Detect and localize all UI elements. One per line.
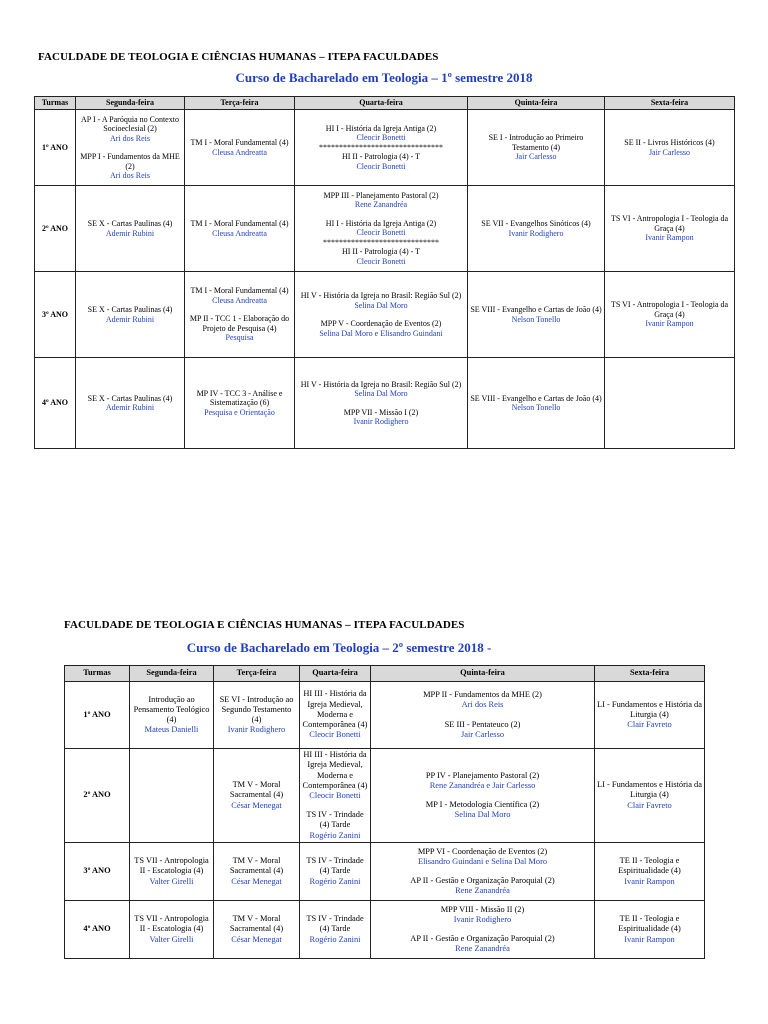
cell-terca bbox=[214, 901, 300, 959]
row-turma: 2º ANO bbox=[65, 749, 130, 843]
course-title-2: Curso de Bacharelado em Teologia – 2º semestre 2018 - bbox=[186, 640, 492, 655]
header-sexta: Sexta-feira bbox=[605, 97, 735, 110]
teacher-name: Mateus Danielli bbox=[144, 725, 199, 735]
cell-quarta bbox=[295, 186, 468, 272]
institution-title-1: FACULDADE DE TEOLOGIA E CIÊNCIAS HUMANAS – ITEPA FACULDADES bbox=[38, 51, 439, 63]
teacher-name: Valter Girelli bbox=[149, 876, 194, 886]
teacher-name: Cleusa Andreatta bbox=[212, 228, 267, 238]
course-subject: TE II - Teologia e Espiritualidade (4) bbox=[618, 856, 681, 876]
course-subject: TS VII - Antropologia II - Escatologia (4) bbox=[134, 914, 209, 934]
cell-terca bbox=[185, 358, 295, 449]
teacher-name: Clair Favreto bbox=[627, 800, 672, 810]
cell-segunda bbox=[76, 186, 185, 272]
course-subject: SE X - Cartas Paulinas (4) bbox=[87, 393, 173, 403]
cell-segunda bbox=[76, 272, 185, 358]
teacher-name: Selina Dal Moro e Elisandro Guindani bbox=[319, 328, 443, 338]
course-subject: TS VI - Antropologia I - Teologia da Graça (4) bbox=[610, 214, 729, 233]
course-title-1: Curso de Bacharelado em Teologia – 1º semestre 2018 bbox=[235, 70, 533, 85]
cell-segunda bbox=[76, 358, 185, 449]
course-subject: HI II - Patrologia (4) - T bbox=[341, 247, 421, 257]
cell-quarta bbox=[295, 358, 468, 449]
teacher-name: Cleocir Bonetti bbox=[356, 133, 406, 143]
course-subject: HI I - História da Igreja Antiga (2) bbox=[325, 218, 437, 228]
teacher-name: Ivanir Rodighero bbox=[353, 417, 409, 426]
separator: ***************************** bbox=[323, 237, 439, 247]
header-quinta: Quinta-feira bbox=[468, 97, 605, 110]
header-turmas: Turmas bbox=[35, 97, 76, 110]
teacher-name: Rene Zanandréa bbox=[455, 944, 510, 954]
teacher-name: Ademir Rubini bbox=[105, 403, 155, 412]
teacher-name: Selina Dal Moro bbox=[354, 300, 408, 310]
cell-sexta bbox=[605, 186, 735, 272]
table-row bbox=[35, 186, 735, 272]
cell-quinta bbox=[468, 110, 605, 186]
schedule-table-semester-2 bbox=[64, 665, 705, 959]
cell-quinta bbox=[371, 749, 595, 843]
course-subject: SE VII - Evangelhos Sinóticos (4) bbox=[481, 219, 591, 228]
course-subject: SE VI - Introdução ao Segundo Testamento (4) bbox=[219, 694, 294, 724]
row-turma: 1º ANO bbox=[65, 682, 130, 749]
course-subject: MP I - Metodologia Científica (2) bbox=[425, 800, 540, 809]
header-quarta: Quarta-feira bbox=[295, 97, 468, 110]
course-subject: SE X - Cartas Paulinas (4) bbox=[87, 219, 173, 228]
teacher-name: Cleocir Bonetti bbox=[356, 256, 406, 266]
teacher-name: Ademir Rubini bbox=[105, 228, 155, 238]
course-subject: AP I - A Paróquia no Contexto Socioeclesial (2) bbox=[81, 114, 179, 133]
cell-segunda bbox=[130, 682, 214, 749]
cell-segunda bbox=[130, 901, 214, 959]
course-subject: TM I - Moral Fundamental (4) bbox=[190, 286, 289, 296]
header-terca: Terça-feira bbox=[185, 97, 295, 110]
row-turma: 1º ANO bbox=[35, 110, 76, 186]
table-row bbox=[65, 749, 705, 843]
teacher-name: Cleocir Bonetti bbox=[309, 791, 361, 800]
teacher-name: Rene Zanandréa e Jair Carlesso bbox=[429, 780, 536, 790]
cell-segunda bbox=[130, 843, 214, 901]
table-row bbox=[35, 272, 735, 358]
cell-quarta bbox=[300, 749, 371, 843]
course-subject: TS IV - Trindade (4) Tarde bbox=[306, 914, 364, 934]
course-subject: TE II - Teologia e Espiritualidade (4) bbox=[618, 914, 681, 934]
cell-terca bbox=[185, 110, 295, 186]
course-subject: TS IV - Trindade (4) Tarde bbox=[306, 810, 364, 830]
course-subject: HI V - História da Igreja no Brasil: Região Sul (2) bbox=[300, 379, 462, 389]
row-turma: 4º ANO bbox=[35, 358, 76, 449]
teacher-name: Ademir Rubini bbox=[105, 314, 155, 324]
course-subject: HI III - História da Igreja Medieval, Moderna e Contemporânea (4) bbox=[302, 750, 368, 790]
teacher-name: Selina Dal Moro bbox=[354, 389, 408, 398]
teacher-name: César Menegat bbox=[231, 934, 282, 944]
teacher-name: Jair Carlesso bbox=[648, 147, 691, 157]
cell-quinta bbox=[468, 186, 605, 272]
cell-terca bbox=[214, 843, 300, 901]
header-quinta: Quinta-feira bbox=[371, 666, 595, 682]
teacher-name: Rogério Zanini bbox=[309, 934, 361, 944]
course-subject: HI III - História da Igreja Medieval, Moderna e Contemporânea (4) bbox=[302, 689, 368, 730]
teacher-name: Jair Carlesso bbox=[460, 729, 505, 739]
teacher-name: Rogério Zanini bbox=[309, 876, 361, 886]
cell-sexta bbox=[595, 901, 705, 959]
course-subject: MP IV - TCC 3 - Análise e Sistematização (6) bbox=[196, 388, 283, 408]
course-subject: LI - Fundamentos e História da Liturgia (4) bbox=[597, 780, 702, 800]
teacher-name: Ivanir Rodighero bbox=[227, 725, 286, 735]
course-subject: MPP VI - Coordenação de Eventos (2) bbox=[417, 846, 548, 856]
cell-sexta bbox=[605, 110, 735, 186]
course-subject: MP II - TCC 1 - Elaboração do Projeto de Pesquisa (4) bbox=[189, 314, 290, 333]
course-subject: TS VII - Antropologia II - Escatologia (4) bbox=[134, 856, 209, 876]
course-subject: SE VIII - Evangelho e Cartas de João (4) bbox=[470, 305, 602, 314]
table-row bbox=[65, 901, 705, 959]
cell-quarta bbox=[300, 901, 371, 959]
teacher-name: Elisandro Guindani e Selina Dal Moro bbox=[417, 856, 548, 866]
teacher-name: Pesquisa e Orientação bbox=[204, 407, 275, 417]
row-turma: 2º ANO bbox=[35, 186, 76, 272]
course-subject: Introdução ao Pensamento Teológico (4) bbox=[133, 694, 210, 724]
cell-terca bbox=[185, 186, 295, 272]
course-subject: TS IV - Trindade (4) Tarde bbox=[306, 856, 364, 876]
teacher-name: Cleocir Bonetti bbox=[309, 730, 361, 740]
cell-sexta bbox=[595, 843, 705, 901]
course-subject: PP IV - Planejamento Pastoral (2) bbox=[425, 770, 540, 780]
teacher-name: Rene Zanandréa bbox=[354, 200, 408, 210]
row-turma: 3º ANO bbox=[65, 843, 130, 901]
teacher-name: Ari dos Reis bbox=[110, 171, 150, 180]
separator: ******************************* bbox=[319, 142, 443, 152]
course-subject: HI V - História da Igreja no Brasil: Região Sul (2) bbox=[300, 291, 462, 300]
teacher-name: Rene Zanandréa bbox=[455, 886, 510, 896]
course-subject: TM V - Moral Sacramental (4) bbox=[229, 856, 284, 876]
teacher-name: Cleusa Andreatta bbox=[212, 147, 267, 157]
table-row bbox=[65, 843, 705, 901]
cell-quinta bbox=[371, 682, 595, 749]
table-row bbox=[35, 110, 735, 186]
table-row bbox=[65, 682, 705, 749]
header-segunda: Segunda-feira bbox=[130, 666, 214, 682]
cell-quinta bbox=[371, 901, 595, 959]
course-subject: TM I - Moral Fundamental (4) bbox=[190, 138, 289, 147]
course-subject: HI I - História da Igreja Antiga (2) bbox=[325, 123, 437, 133]
course-subject: SE II - Livros Históricos (4) bbox=[624, 138, 715, 147]
course-subject: TM I - Moral Fundamental (4) bbox=[190, 219, 289, 228]
teacher-name: César Menegat bbox=[231, 876, 282, 886]
cell-segunda bbox=[130, 749, 214, 843]
cell-quarta bbox=[295, 272, 468, 358]
header-sexta: Sexta-feira bbox=[595, 666, 705, 682]
institution-title-2: FACULDADE DE TEOLOGIA E CIÊNCIAS HUMANAS – ITEPA FACULDADES bbox=[64, 619, 465, 631]
teacher-name: Selina Dal Moro bbox=[454, 810, 511, 820]
teacher-name: Jair Carlesso bbox=[515, 152, 557, 162]
teacher-name: Ivanir Rampon bbox=[624, 934, 675, 944]
teacher-name: Cleusa Andreatta bbox=[212, 295, 267, 305]
course-subject: SE III - Pentateuco (2) bbox=[444, 719, 521, 729]
teacher-name: Ari dos Reis bbox=[461, 700, 504, 710]
course-subject: HI II - Patrologia (4) - T bbox=[341, 152, 421, 162]
cell-quinta bbox=[371, 843, 595, 901]
cell-terca bbox=[214, 749, 300, 843]
course-subject: MPP VIII - Missão II (2) bbox=[440, 904, 525, 914]
row-turma: 4º ANO bbox=[65, 901, 130, 959]
course-subject: MPP V - Coordenação de Eventos (2) bbox=[320, 319, 442, 328]
cell-sexta bbox=[605, 272, 735, 358]
teacher-name: Ivanir Rodighero bbox=[508, 228, 564, 238]
cell-quinta bbox=[468, 272, 605, 358]
teacher-name: Ivanir Rampon bbox=[645, 233, 694, 243]
teacher-name: Ivanir Rampon bbox=[645, 319, 694, 329]
teacher-name: Nelson Tonello bbox=[511, 403, 561, 412]
cell-quinta bbox=[468, 358, 605, 449]
schedule-table-semester-1 bbox=[34, 96, 735, 449]
cell-terca bbox=[185, 272, 295, 358]
header-turmas: Turmas bbox=[65, 666, 130, 682]
course-subject: MPP VII - Missão I (2) bbox=[343, 407, 419, 417]
teacher-name: Ivanir Rodighero bbox=[453, 914, 512, 924]
row-turma: 3º ANO bbox=[35, 272, 76, 358]
course-subject: SE I - Introdução ao Primeiro Testamento (4) bbox=[488, 133, 584, 152]
course-subject: TM V - Moral Sacramental (4) bbox=[229, 914, 284, 934]
course-subject: AP II - Gestão e Organização Paroquial (2) bbox=[410, 876, 555, 885]
course-subject: MPP III - Planejamento Pastoral (2) bbox=[323, 190, 439, 200]
course-subject: LI - Fundamentos e História da Liturgia (4) bbox=[597, 699, 702, 719]
course-subject: SE X - Cartas Paulinas (4) bbox=[87, 305, 173, 314]
teacher-name: César Menegat bbox=[231, 800, 282, 810]
cell-quarta bbox=[300, 843, 371, 901]
course-subject: TM V - Moral Sacramental (4) bbox=[229, 780, 284, 800]
teacher-name: Cleocir Bonetti bbox=[356, 161, 406, 171]
teacher-name: Rogério Zanini bbox=[309, 830, 361, 840]
teacher-name: Ivanir Rampon bbox=[624, 876, 675, 886]
header-terca: Terça-feira bbox=[214, 666, 300, 682]
table-row bbox=[35, 358, 735, 449]
course-subject: AP II - Gestão e Organização Paroquial (2) bbox=[410, 934, 555, 943]
teacher-name: Ari dos Reis bbox=[110, 133, 150, 143]
header-quarta: Quarta-feira bbox=[300, 666, 371, 682]
teacher-name: Cleocir Bonetti bbox=[356, 228, 406, 238]
cell-segunda bbox=[76, 110, 185, 186]
course-subject: MPP II - Fundamentos da MHE (2) bbox=[423, 690, 542, 700]
course-subject: SE VIII - Evangelho e Cartas de João (4) bbox=[470, 393, 602, 403]
course-subject: TS VI - Antropologia I - Teologia da Graça (4) bbox=[610, 300, 729, 319]
cell-quarta bbox=[295, 110, 468, 186]
cell-sexta bbox=[595, 749, 705, 843]
teacher-name: Clair Favreto bbox=[627, 720, 672, 730]
teacher-name: Pesquisa bbox=[225, 333, 254, 343]
cell-terca bbox=[214, 682, 300, 749]
course-subject: MPP I - Fundamentos da MHE (2) bbox=[80, 152, 180, 171]
header-segunda: Segunda-feira bbox=[76, 97, 185, 110]
teacher-name: Valter Girelli bbox=[149, 934, 194, 944]
cell-quarta bbox=[300, 682, 371, 749]
cell-sexta bbox=[605, 358, 735, 449]
cell-sexta bbox=[595, 682, 705, 749]
teacher-name: Nelson Tonello bbox=[511, 314, 561, 324]
